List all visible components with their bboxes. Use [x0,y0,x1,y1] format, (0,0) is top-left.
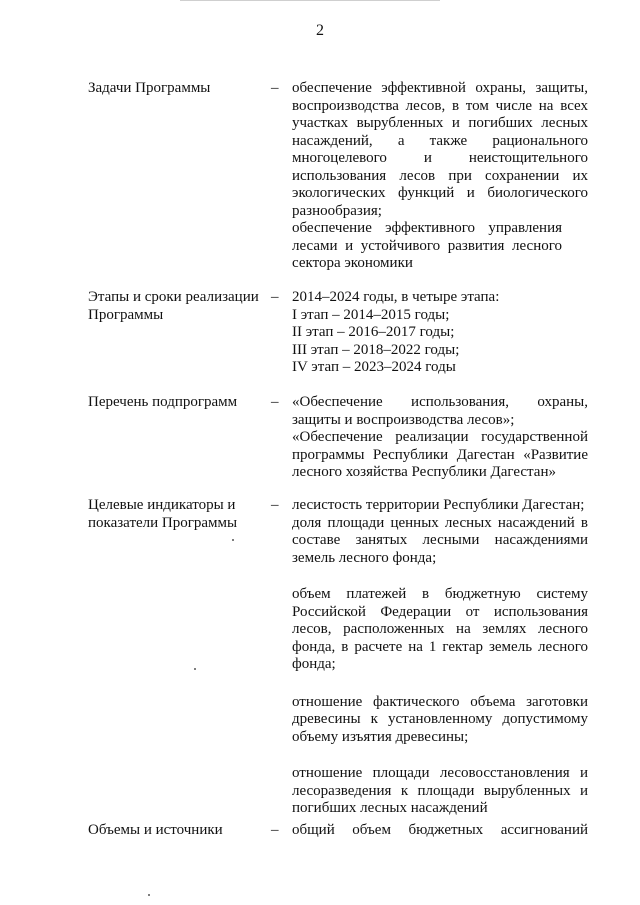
content-paragraph: I этап – 2014–2015 годы; [292,306,450,323]
row-dash: – [271,497,279,513]
content-paragraph: IV этап – 2023–2024 годы [292,359,456,375]
content-paragraph: объем платежей в бюджетную систему Российской Федерации от использования лесов, расположенных на землях лесного фонда, в расчете на 1 гектар земель лесного фонда; [292,586,588,672]
page-number: 2 [316,22,324,39]
content-paragraph: «Обеспечение реализации государственной программы Республики Дагестан «Развитие лесного хозяйства Республики Дагестан» [292,429,588,480]
row-dash: – [271,80,279,96]
row-content [292,822,588,840]
row-content [292,80,588,273]
row-label: Этапы и сроки реализации Программы [88,289,259,323]
row-dash: – [271,822,279,838]
row-label: Задачи Программы [88,80,211,96]
content-paragraph: лесистость территории Республики Дагестан; [292,497,585,513]
content-paragraph: отношение фактического объема заготовки древесины к установленному допустимому объему изъятия древесины; [292,693,588,745]
scan-speck [194,668,196,670]
row-content [292,497,588,818]
content-paragraph: «Обеспечение использования, охраны, защиты и воспроизводства лесов»; [292,394,588,428]
content-paragraph: доля площади ценных лесных насаждений в составе занятых лесными насаждениями земель лесного фонда; [292,514,588,566]
row-label: Объемы и источники [88,822,223,838]
content-paragraph: II этап – 2016–2017 годы; [292,324,455,340]
scan-top-edge [180,0,440,1]
content-paragraph: отношение площади лесовосстановления и лесоразведения к площади вырубленных и погибших лесных насаждений [292,765,588,816]
content-paragraph: обеспечение эффективной охраны, защиты, воспроизводства лесов, в том числе на всех участках вырубленных и погибших лесных насаждений, а также рационального многоцелевого и неистощительного использования лесов при сохранении их экологических функций и биологического разнообразия; [292,80,588,219]
row-label: Целевые индикаторы и показатели Программы [88,497,238,531]
content-paragraph: 2014–2024 годы, в четыре этапа: [292,289,500,305]
row-content [292,289,588,377]
row-content [292,394,588,482]
row-dash: – [271,289,279,305]
scan-speck [232,539,234,541]
row-label: Перечень подпрограмм [88,394,238,410]
content-paragraph: III этап – 2018–2022 годы; [292,341,460,358]
row-dash: – [271,394,279,410]
scan-speck [148,894,150,896]
content-paragraph: общий объем бюджетных ассигнований [292,822,588,838]
content-paragraph: обеспечение эффективного управления лесами и устойчивого развития лесного сектора экономики [292,220,562,271]
